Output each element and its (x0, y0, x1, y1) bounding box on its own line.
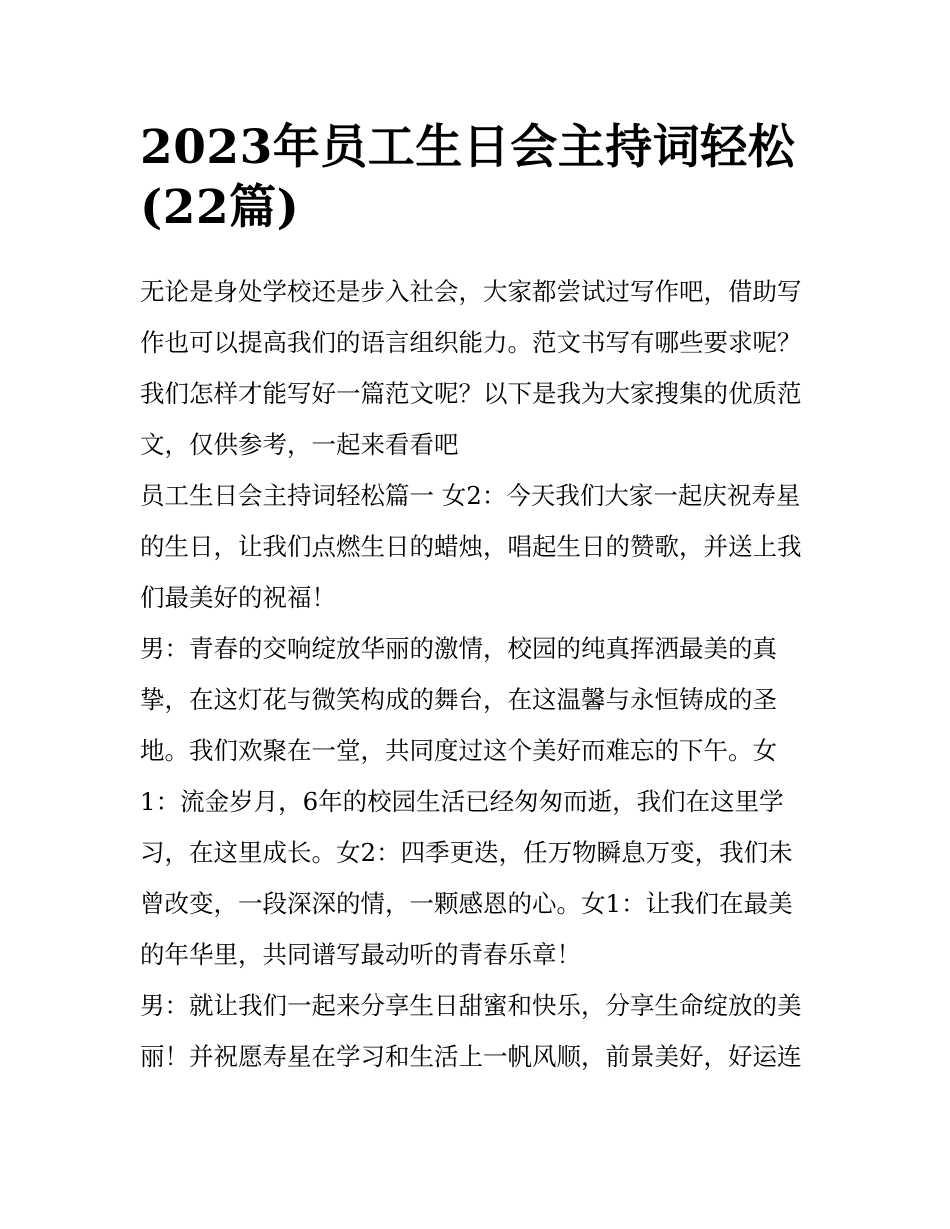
text-line: 1：流金岁月，6年的校园生活已经匆匆而逝，我们在这里学 (140, 787, 784, 816)
text-line: 无论是身处学校还是步入社会，大家都尝试过写作吧，借助写 (140, 277, 802, 306)
document-page (140, 118, 812, 1082)
paragraph-intro (140, 266, 812, 470)
text-line: 男：就让我们一起来分享生日甜蜜和快乐，分享生命绽放的美 (140, 991, 802, 1020)
document-title (140, 118, 812, 238)
paragraph-dialogue-1 (140, 623, 812, 980)
text-line: 男：青春的交响绽放华丽的激情，校园的纯真挥洒最美的真 (140, 634, 777, 663)
text-line: 员工生日会主持词轻松篇一 女2：今天我们大家一起庆祝寿星 (140, 481, 801, 510)
paragraph-section-one (140, 470, 812, 623)
text-line: 文，仅供参考，一起来看看吧 (140, 430, 459, 459)
text-line: 挚，在这灯花与微笑构成的舞台，在这温馨与永恒铸成的圣 (140, 685, 777, 714)
text-line: 的生日，让我们点燃生日的蜡烛，唱起生日的赞歌，并送上我 (140, 532, 802, 561)
title-line: (22篇) (140, 180, 300, 235)
text-line: 作也可以提高我们的语言组织能力。范文书写有哪些要求呢？ (140, 328, 802, 357)
text-line: 我们怎样才能写好一篇范文呢？以下是我为大家搜集的优质范 (140, 379, 802, 408)
text-line: 们最美好的祝福！ (140, 583, 336, 612)
paragraph-dialogue-2 (140, 980, 812, 1082)
text-line: 的年华里，共同谱写最动听的青春乐章！ (140, 940, 581, 969)
text-line: 曾改变，一段深深的情，一颗感恩的心。女1：让我们在最美 (140, 889, 793, 918)
title-line: 2023年员工生日会主持词轻松 (140, 120, 796, 175)
text-line: 丽！并祝愿寿星在学习和生活上一帆风顺，前景美好，好运连 (140, 1042, 802, 1071)
text-line: 习，在这里成长。女2：四季更迭，任万物瞬息万变，我们未 (140, 838, 793, 867)
text-line: 地。我们欢聚在一堂，共同度过这个美好而难忘的下午。女 (140, 736, 777, 765)
